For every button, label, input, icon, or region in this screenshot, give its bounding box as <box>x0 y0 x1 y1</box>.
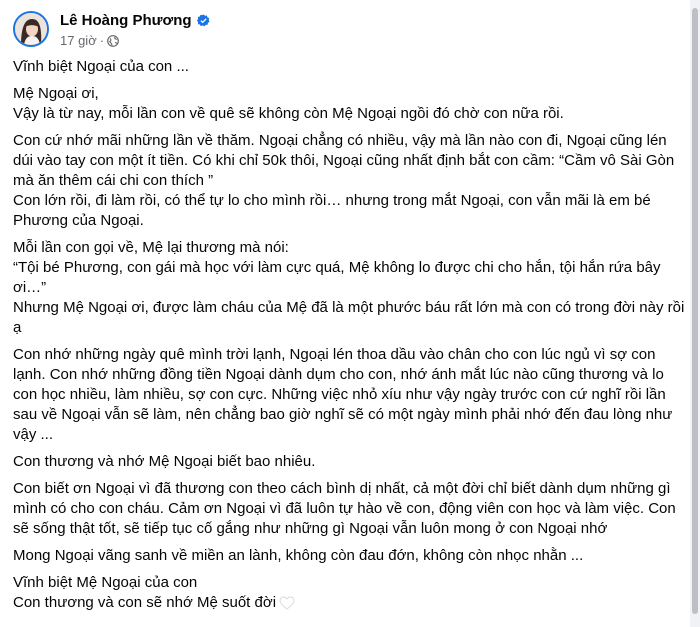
text-line: Con cứ nhớ mãi những lần về thăm. Ngoại chẳng có nhiều, vậy mà lần nào con đi, Ngoại cũng lén dúi vào tay con một ít tiền. Có khi chỉ 50k thôi, Ngoại cũng nhất định bắt con cầm: “Cầm vô Sài Gòn mà ăn thêm cái chi con thích ” <box>13 132 675 189</box>
text-line: Vậy là từ nay, mỗi lần con về quê sẽ không còn Mệ Ngoại ngồi đó chờ con nữa rồi. <box>13 105 564 122</box>
paragraph-1 <box>13 57 687 77</box>
verified-badge-icon <box>197 14 210 27</box>
closing-line <box>13 593 687 613</box>
text-line: Nhưng Mệ Ngoại ơi, được làm cháu của Mệ đã là một phước báu rất lớn mà con có trong đời này rồi ạ <box>13 299 685 336</box>
paragraph-2 <box>13 84 687 124</box>
text-line: Con thương và con sẽ nhớ Mệ suốt đời <box>13 594 277 611</box>
page-scrollbar[interactable] <box>690 0 700 627</box>
meta-separator: · <box>99 33 105 48</box>
paragraph-6 <box>13 452 687 472</box>
paragraph-3 <box>13 131 687 231</box>
avatar-image <box>15 13 47 45</box>
paragraph-9 <box>13 573 687 613</box>
text-line: “Tội bé Phương, con gái mà học với làm cực quá, Mệ không lo được chi cho hắn, tội hắn rứa bây ơi…” <box>13 259 661 296</box>
paragraph-4 <box>13 238 687 338</box>
globe-icon[interactable] <box>107 35 119 47</box>
author-name[interactable]: Lê Hoàng Phương <box>60 12 192 29</box>
post-meta <box>60 33 119 48</box>
post-body <box>13 57 687 620</box>
text-line: Con lớn rồi, đi làm rồi, có thể tự lo cho mình rồi… nhưng trong mắt Ngoại, con vẫn mãi là em bé Phương của Ngoại. <box>13 192 651 229</box>
post-timestamp[interactable]: 17 giờ <box>60 33 97 48</box>
paragraph-5 <box>13 345 687 445</box>
white-heart-icon <box>279 595 295 611</box>
author-avatar[interactable] <box>13 11 49 47</box>
text-line: Vĩnh biệt Ngoại của con ... <box>13 58 189 75</box>
text-line: Vĩnh biệt Mệ Ngoại của con <box>13 574 198 591</box>
paragraph-7 <box>13 479 687 539</box>
text-line: Con nhớ những ngày quê mình trời lạnh, Ngoại lén thoa dầu vào chân cho con lúc ngủ vì sợ con lạnh. Con nhớ những đồng tiền Ngoại dành dụm cho con, nhớ ánh mắt lúc nào cũng thương và lo con học nhiều, làm nhiều, sợ con cực. Những việc nhỏ xíu như vậy ngày trước con cứ nghĩ rồi lần sau về Ngoại vẫn sẽ làm, nên chẳng bao giờ nghĩ sẽ có một ngày mình phải nhớ đến đau lòng như vậy ... <box>13 346 673 443</box>
text-line: Mệ Ngoại ơi, <box>13 85 99 102</box>
text-line: Mong Ngoại vãng sanh về miền an lành, không còn đau đớn, không còn nhọc nhằn ... <box>13 547 584 564</box>
paragraph-8 <box>13 546 687 566</box>
text-line: Mỗi lần con gọi về, Mệ lại thương mà nói: <box>13 239 289 256</box>
scrollbar-thumb[interactable] <box>692 8 698 614</box>
post-header <box>13 11 653 51</box>
author-name-link[interactable] <box>60 12 210 29</box>
text-line: Con thương và nhớ Mệ Ngoại biết bao nhiêu. <box>13 453 316 470</box>
text-line: Con biết ơn Ngoại vì đã thương con theo cách bình dị nhất, cả một đời chỉ biết dành dụm những gì mình có cho con cháu. Cảm ơn Ngoại vì đã luôn tự hào về con, động viên con học và làm việc. Con sẽ sống thật tốt, sẽ tiếp tục cố gắng như những gì Ngoại vẫn luôn mong ở con Ngoại nhớ <box>13 480 676 537</box>
